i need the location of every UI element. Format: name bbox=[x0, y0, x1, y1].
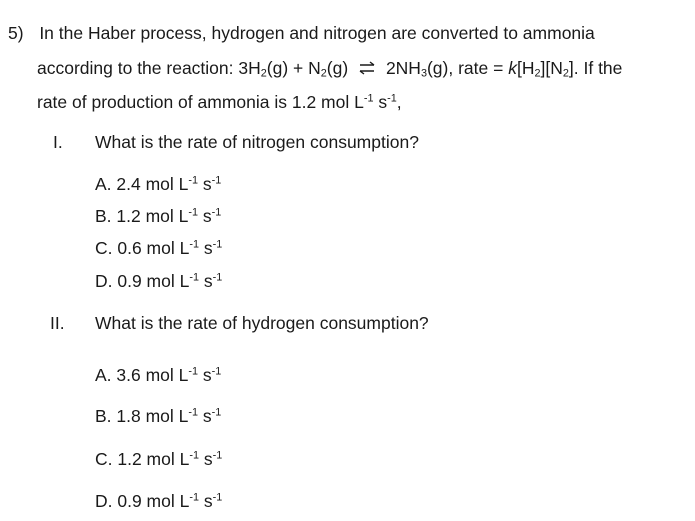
answer-option[interactable]: D. 0.9 mol $L^{-1}$ $s^{-1}$ bbox=[95, 271, 223, 291]
answer-option[interactable]: C. 0.6 mol $L^{-1}$ $s^{-1}$ bbox=[95, 238, 223, 258]
part-numeral: I. bbox=[53, 132, 63, 152]
answer-option[interactable]: A. 3.6 mol $L^{-1}$ $s^{-1}$ bbox=[95, 365, 222, 385]
answer-option[interactable]: D. 0.9 mol $L^{-1}$ $s^{-1}$ bbox=[95, 491, 223, 511]
answer-option[interactable]: B. 1.8 mol $L^{-1}$ $s^{-1}$ bbox=[95, 406, 222, 426]
part-numeral: II. bbox=[50, 313, 65, 333]
answer-option[interactable]: C. 1.2 mol $L^{-1}$ $s^{-1}$ bbox=[95, 449, 223, 469]
question-line-2: according to the reaction: $3H_2(g) + N_2(g)$ $2NH_3(g)$, rate = $k[H_2][N_2]$. If the bbox=[37, 58, 623, 80]
question-text-line-1: In the Haber process, hydrogen and nitrogen are converted to ammonia bbox=[39, 23, 595, 43]
part-prompt: What is the rate of hydrogen consumption? bbox=[95, 313, 429, 333]
question-line-3: rate of production of ammonia is 1.2 mol $L^{-1}$ $s^{-1}$, bbox=[37, 92, 402, 112]
part-prompt: What is the rate of nitrogen consumption? bbox=[95, 132, 419, 152]
answer-option[interactable]: A. 2.4 mol $L^{-1}$ $s^{-1}$ bbox=[95, 174, 222, 194]
answer-option[interactable]: B. 1.2 mol $L^{-1}$ $s^{-1}$ bbox=[95, 206, 222, 226]
question-number: 5) bbox=[8, 23, 24, 43]
equilibrium-arrow-icon bbox=[353, 57, 381, 79]
question-line-1 bbox=[8, 22, 595, 44]
